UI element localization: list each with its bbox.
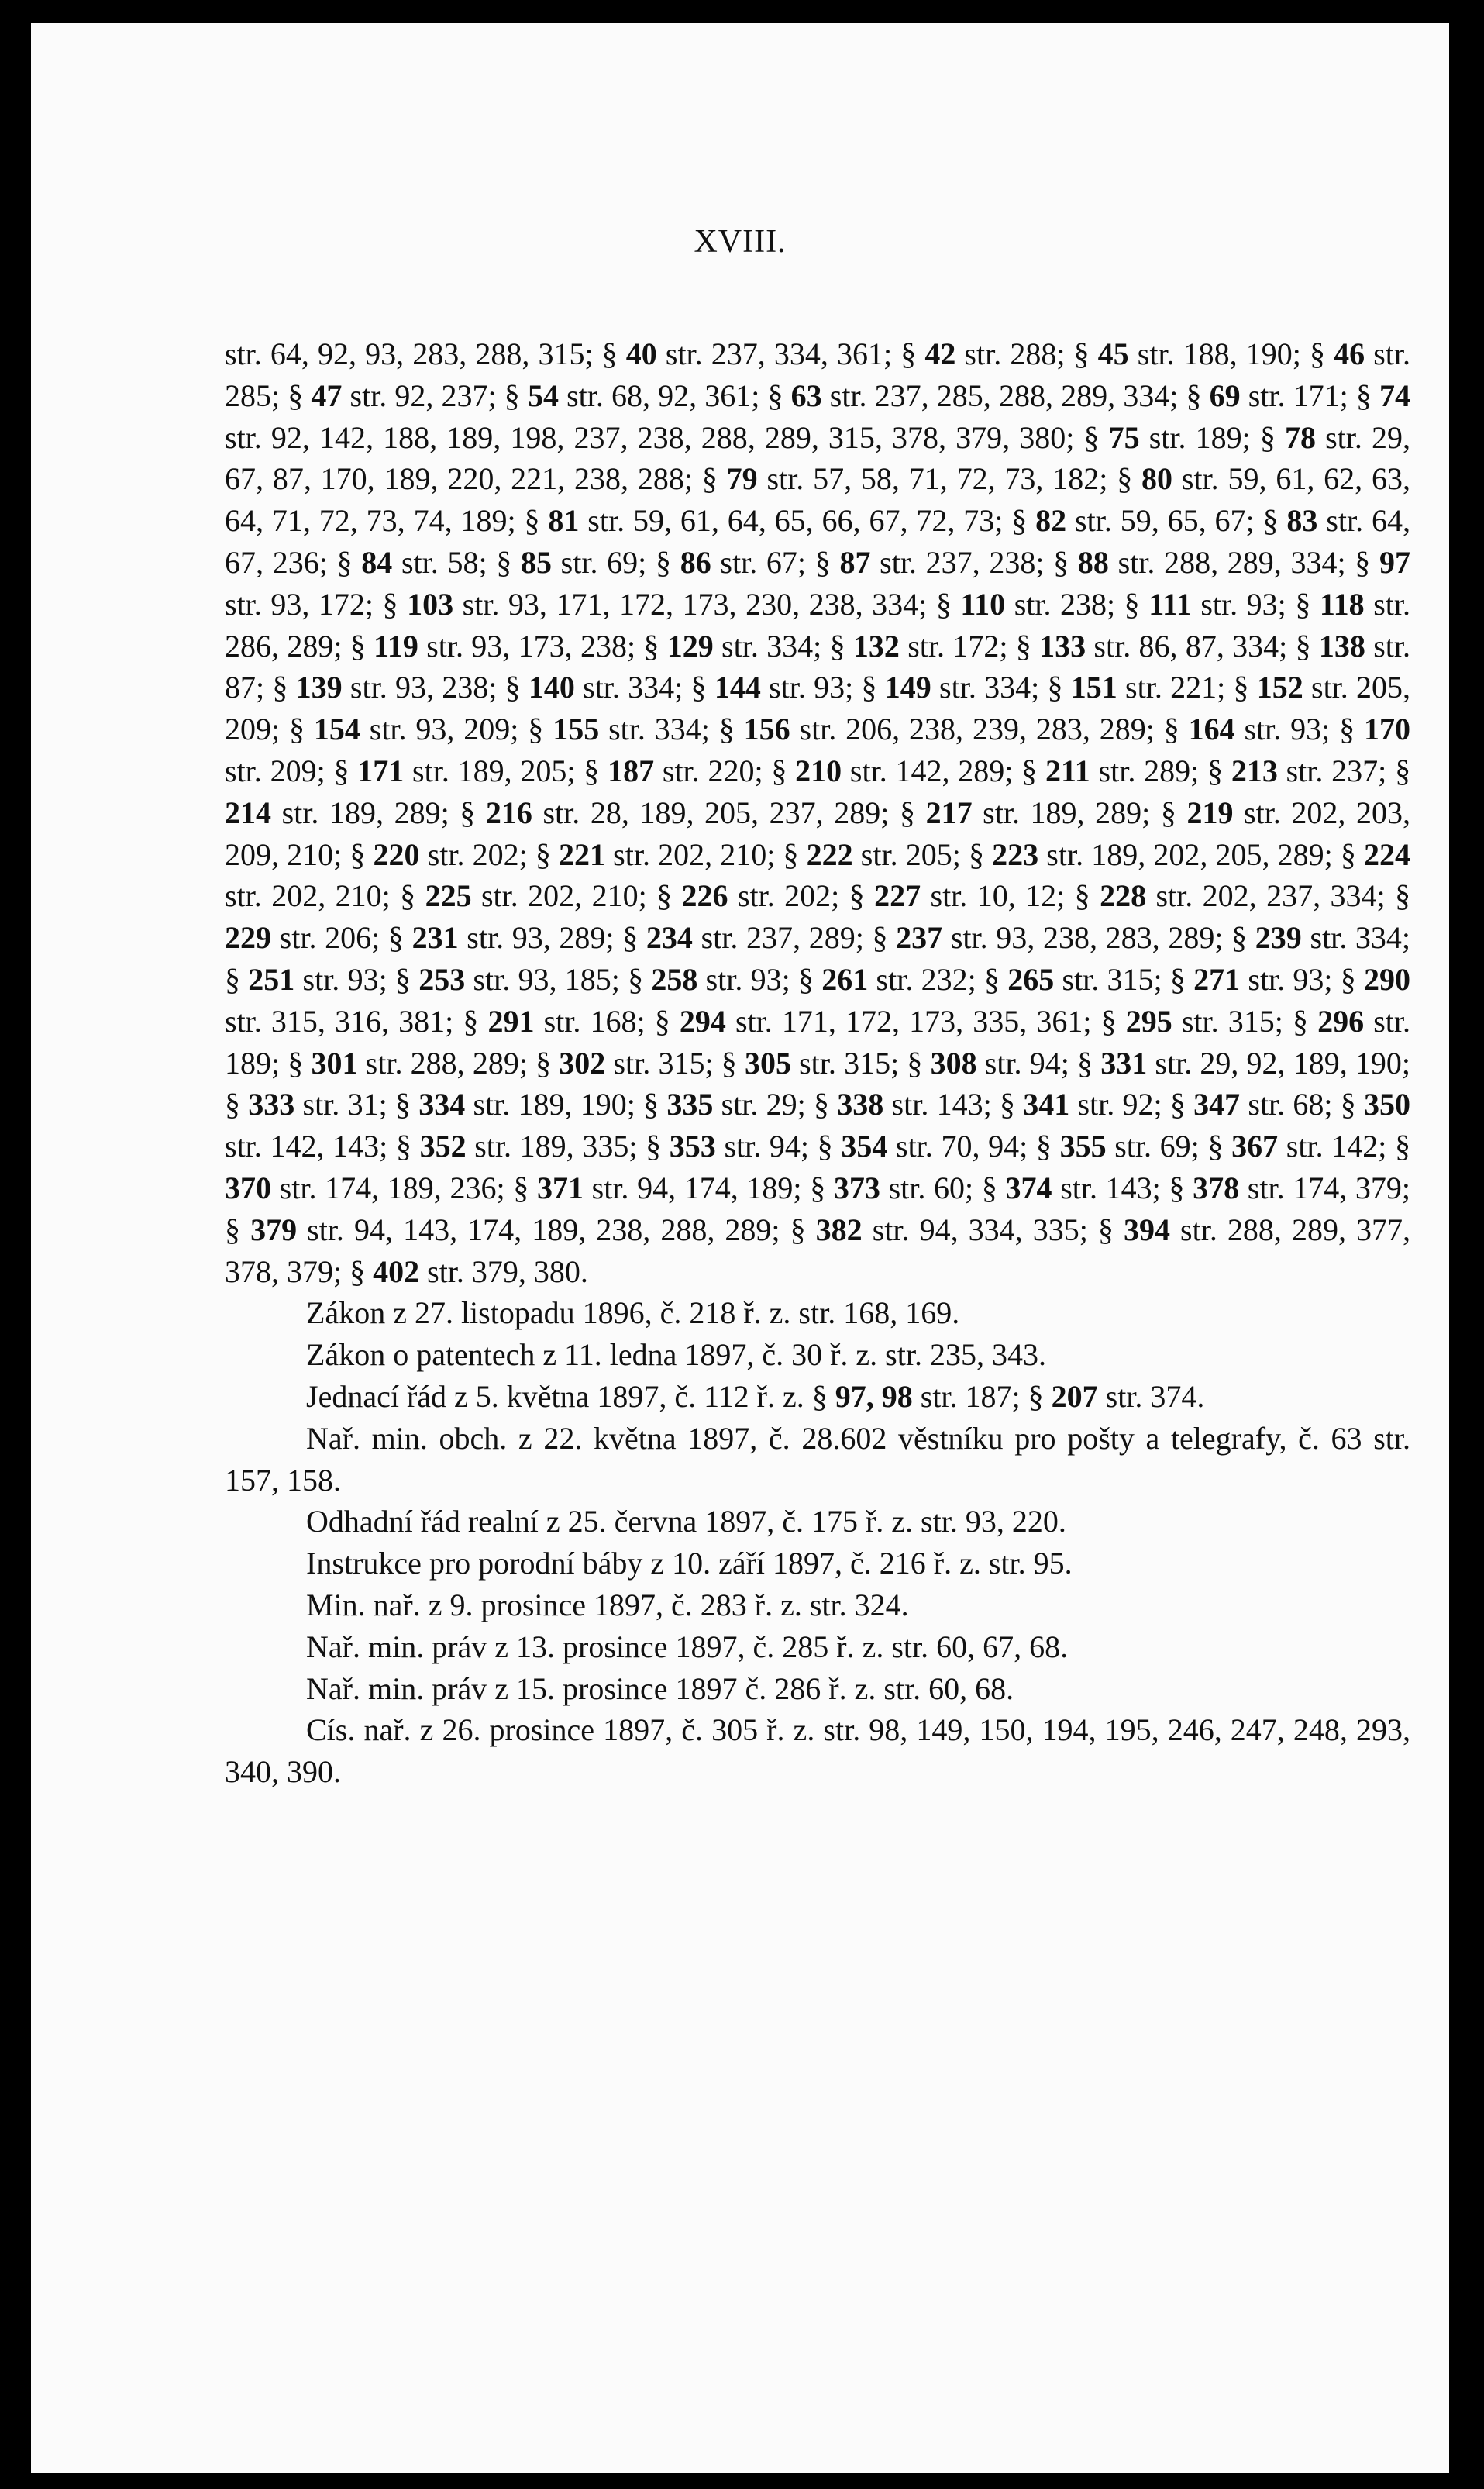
page-body (225, 333, 1410, 1793)
page-number-heading: XVIII. (694, 224, 787, 260)
entry-instrukce-porodni-baby: Instrukce pro porodní báby z 10. září 1897, č. 216 ř. z. str. 95. (306, 1546, 1073, 1581)
book-page (31, 23, 1449, 2473)
entry-nar-min-obch: Nař. min. obch. z 22. května 1897, č. 28.602 věstníku pro pošty a telegrafy, č. 63 str. 157, 158. (225, 1420, 1410, 1498)
entry-odhadni-rad: Odhadní řád realní z 25. června 1897, č. 175 ř. z. str. 93, 220. (306, 1504, 1066, 1539)
entry-min-nar-1897: Min. nař. z 9. prosince 1897, č. 283 ř. z. str. 324. (306, 1587, 909, 1622)
entry-nar-min-prav-15: Nař. min. práv z 15. prosince 1897 č. 286 ř. z. str. 60, 68. (306, 1670, 1014, 1706)
entry-jednaci-rad: Jednací řád z 5. května 1897, č. 112 ř. z. § 97, 98 str. 187; § 207 str. 374. (306, 1378, 1205, 1414)
entry-zakon-patentech: Zákon o patentech z 11. ledna 1897, č. 30 ř. z. str. 235, 343. (306, 1337, 1046, 1373)
entry-nar-min-prav-13: Nař. min. práv z 13. prosince 1897, č. 285 ř. z. str. 60, 67, 68. (306, 1629, 1069, 1664)
entry-cis-nar: Cís. nař. z 26. prosince 1897, č. 305 ř. z. str. 98, 149, 150, 194, 195, 246, 247, 248, 293, 340, 390. (225, 1712, 1410, 1790)
entry-zakon-1896: Zákon z 27. listopadu 1896, č. 218 ř. z. str. 168, 169. (306, 1295, 960, 1331)
section-index-paragraph: str. 64, 92, 93, 283, 288, 315; § 40 str. 237, 334, 361; § 42 str. 288; § 45 str. 188, 190; § 46 str. 285; § 47 str. 92, 237; § 54 str. 68, 92, 361; § 63 str. 237, 285, 288, 289, 334; § 69 str. 171; § 74 str. 92, 142, 188, 189, 198, 237, 238, 288, 289, 315, 378, 379, 380; § 75 str. 189; § 78 str. 29, 67, 87, 170, 189, 220, 221, 238, 288; § 79 str. 57, 58, 71, 72, 73, 182; § 80 str. 59, 61, 62, 63, 64, 71, 72, 73, 74, 189; § 81 str. 59, 61, 64, 65, 66, 67, 72, 73; § 82 str. 59, 65, 67; § 83 str. 64, 67, 236; § 84 str. 58; § 85 str. 69; § 86 str. 67; § 87 str. 237, 238; § 88 str. 288, 289, 334; § 97 str. 93, 172; § 103 str. 93, 171, 172, 173, 230, 238, 334; § 110 str. 238; § 111 str. 93; § 118 str. 286, 289; § 119 str. 93, 173, 238; § 129 str. 334; § 132 str. 172; § 133 str. 86, 87, 334; § 138 str. 87; § 139 str. 93, 238; § 140 str. 334; § 144 str. 93; § 149 str. 334; § 151 str. 221; § 152 str. 205, 209; § 154 str. 93, 209; § 155 str. 334; § 156 str. 206, 238, 239, 283, 289; § 164 str. 93; § 170 str. 209; § 171 str. 189, 205; § 187 str. 220; § 210 str. 142, 289; § 211 str. 289; § 213 str. 237; § 214 str. 189, 289; § 216 str. 28, 189, 205, 237, 289; § 217 str. 189, 289; § 219 str. 202, 203, 209, 210; § 220 str. 202; § 221 str. 202, 210; § 222 str. 205; § 223 str. 189, 202, 205, 289; § 224 str. 202, 210; § 225 str. 202, 210; § 226 str. 202; § 227 str. 10, 12; § 228 str. 202, 237, 334; § 229 str. 206; § 231 str. 93, 289; § 234 str. 237, 289; § 237 str. 93, 238, 283, 289; § 239 str. 334; § 251 str. 93; § 253 str. 93, 185; § 258 str. 93; § 261 str. 232; § 265 str. 315; § 271 str. 93; § 290 str. 315, 316, 381; § 291 str. 168; § 294 str. 171, 172, 173, 335, 361; § 295 str. 315; § 296 str. 189; § 301 str. 288, 289; § 302 str. 315; § 305 str. 315; § 308 str. 94; § 331 str. 29, 92, 189, 190; § 333 str. 31; § 334 str. 189, 190; § 335 str. 29; § 338 str. 143; § 341 str. 92; § 347 str. 68; § 350 str. 142, 143; § 352 str. 189, 335; § 353 str. 94; § 354 str. 70, 94; § 355 str. 69; § 367 str. 142; § 370 str. 174, 189, 236; § 371 str. 94, 174, 189; § 373 str. 60; § 374 str. 143; § 378 str. 174, 379; § 379 str. 94, 143, 174, 189, 238, 288, 289; § 382 str. 94, 334, 335; § 394 str. 288, 289, 377, 378, 379; § 402 str. 379, 380. (225, 336, 1411, 1289)
